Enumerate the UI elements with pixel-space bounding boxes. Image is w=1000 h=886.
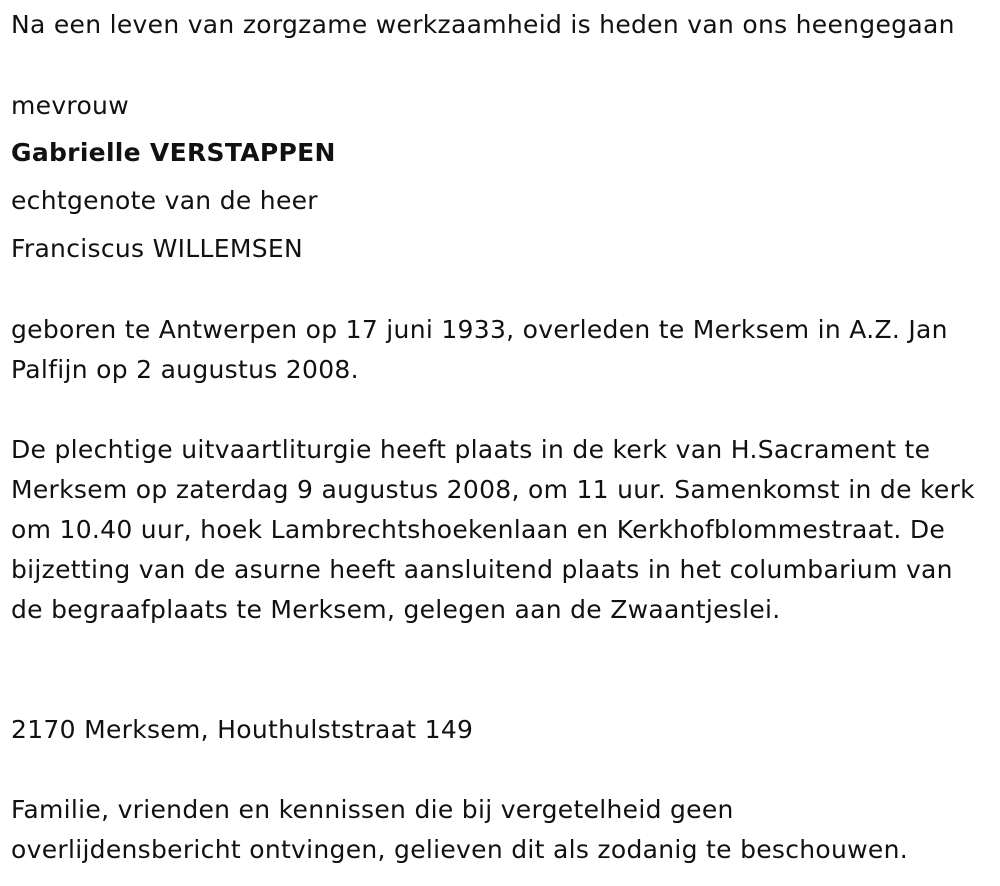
- spouse-name: Franciscus WILLEMSEN: [11, 234, 303, 263]
- birth-death-paragraph: geboren te Antwerpen op 17 juni 1933, overleden te Merksem in A.Z. Jan Palfijn op 2 augustus 2008.: [11, 315, 948, 384]
- honorific: mevrouw: [11, 91, 129, 120]
- closing-paragraph: Familie, vrienden en kennissen die bij vergetelheid geen overlijdensbericht ontvingen, gelieven dit als zodanig te beschouwen.: [11, 795, 908, 864]
- ceremony-paragraph: De plechtige uitvaartliturgie heeft plaats in de kerk van H.Sacrament te Merksem op zaterdag 9 augustus 2008, om 11 uur. Samenkomst in de kerk om 10.40 uur, hoek Lambrechtshoekenlaan en Kerkhofblommestraat. De bijzetting van de asurne heeft aansluitend plaats in het columbarium van de begraafplaats te Merksem, gelegen aan de Zwaantjeslei.: [11, 435, 975, 624]
- address-text: 2170 Merksem, Houthulststraat 149: [11, 715, 474, 744]
- deceased-name: Gabrielle VERSTAPPEN: [11, 138, 336, 167]
- intro-text: Na een leven van zorgzame werkzaamheid is heden van ons heengegaan: [11, 10, 955, 39]
- relation-text: echtgenote van de heer: [11, 186, 318, 215]
